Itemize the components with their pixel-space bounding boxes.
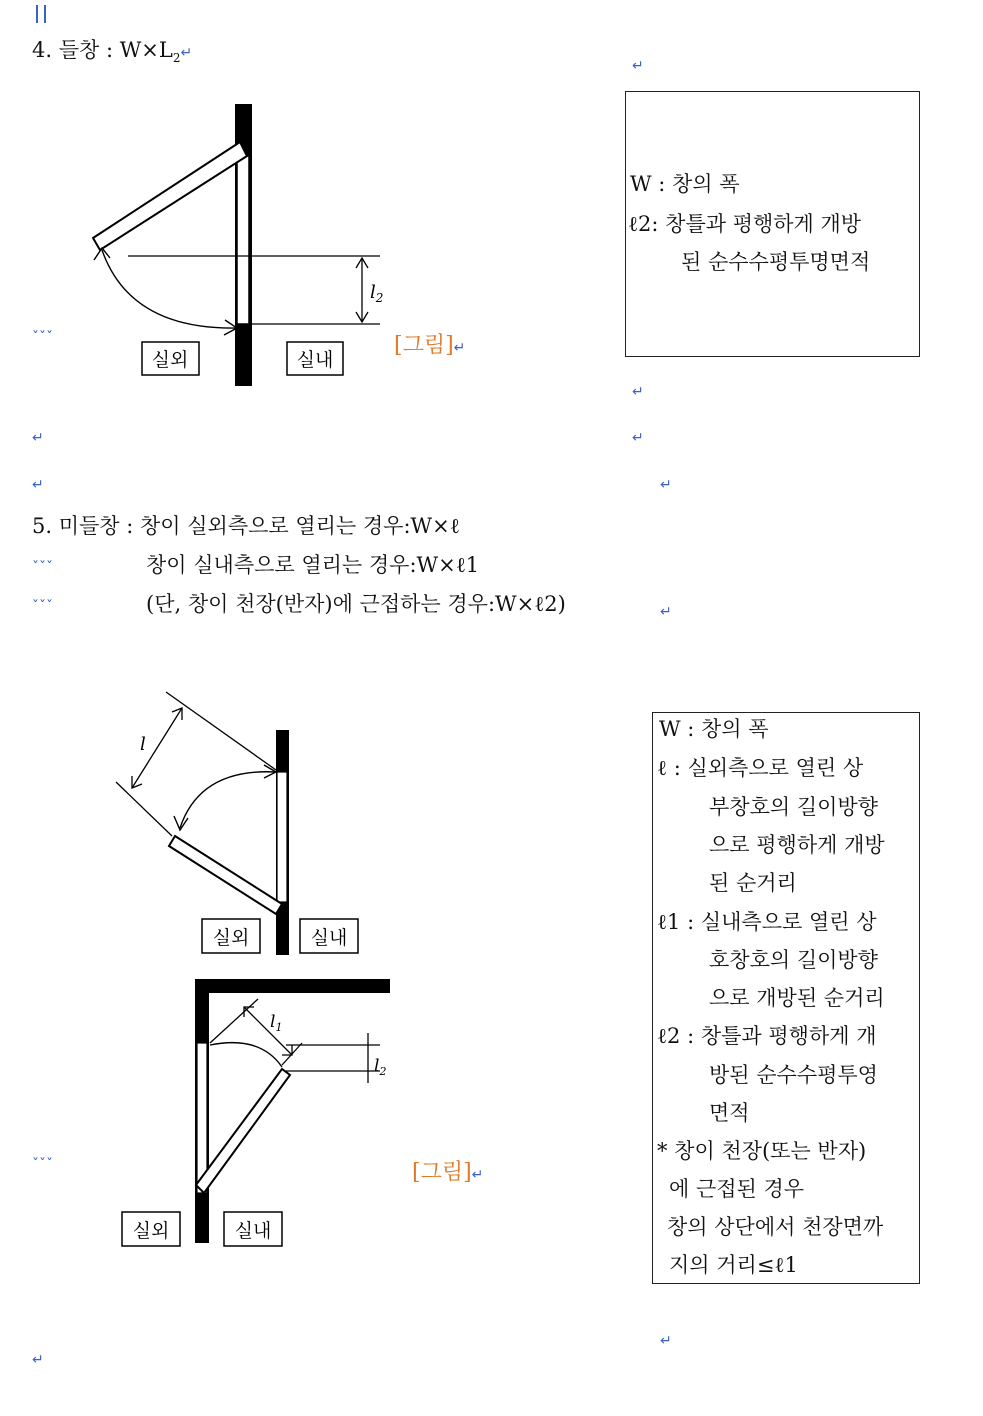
swing-arc [210,1043,282,1067]
legend-line: W : 창의 폭 [659,717,769,741]
legend-line: 면적 [709,1101,750,1125]
legend-line: 으로 평행하게 개방 [709,833,885,857]
section5-figure-caption [412,1155,483,1186]
return-mark: ↵ [660,604,672,620]
section5-line2: 창이 실내측으로 열리는 경우:W×ℓ1 [146,553,480,577]
legend-line: 호창호의 길이방향 [709,948,878,972]
section4-heading-sub: 2 [172,51,181,66]
legend-line: 방된 순수수평투영 [709,1063,878,1087]
section5-inward-window-diagram [110,975,410,1255]
swing-arc [102,250,237,328]
section4-figure-caption [394,328,465,359]
legend-line: 지의 거리≤ℓ1 [669,1253,798,1277]
figure-caption-text: [그림] [412,1160,472,1185]
space-marks: ˇˇˇ [32,1157,53,1173]
window-frame [277,772,287,902]
legend-line: ℓ2 : 창틀과 평행하게 개 [657,1024,877,1048]
section5-line1: 5. 미들창 : 창이 실외측으로 열리는 경우:W×ℓ [32,514,460,538]
space-marks: ˇˇˇ [32,330,53,346]
legend-line: ℓ2: 창틀과 평행하게 개방 [628,212,862,236]
label-outside: 실외 [132,1220,170,1242]
label-inside: 실내 [234,1220,272,1242]
return-mark: ↵ [471,1167,484,1183]
legend-line: * 창이 천장(또는 반자) [657,1139,867,1163]
return-mark: ↵ [32,430,44,446]
return-mark: ↵ [660,1333,672,1349]
section4-legend-box [625,91,920,357]
legend-line: W : 창의 폭 [630,172,740,196]
return-mark: ↵ [660,477,672,493]
legend-line: 창의 상단에서 천장면까 [667,1215,884,1239]
return-mark: ↵ [453,340,466,356]
legend-line: 된 순수수평투명면적 [681,250,871,274]
return-mark: ↵ [32,1352,44,1368]
text-cursor-icon [36,5,46,23]
open-sash [93,142,247,250]
label-inside: 실내 [296,349,334,371]
return-mark: ↵ [32,477,44,493]
legend-line: 으로 개방된 순거리 [709,986,885,1010]
label-outside: 실외 [212,927,250,949]
section5-line3: (단, 창이 천장(반자)에 근접하는 경우:W×ℓ2) [146,592,566,616]
figure-caption-text: [그림] [394,333,454,358]
return-mark: ↵ [180,45,193,61]
label-l2: $l_2$ [370,282,384,305]
section5-outward-window-diagram [100,688,390,963]
legend-line: 에 근접된 경우 [669,1177,805,1201]
legend-line: ℓ : 실외측으로 열린 상 [657,756,864,780]
section4-heading [32,40,192,64]
open-sash [169,836,282,914]
label-inside: 실내 [310,927,348,949]
space-marks: ˇˇˇ [32,560,53,576]
label-l1: $l_1$ [270,1012,283,1034]
section5-legend-box [652,712,920,1284]
legend-line: ℓ1 : 실내측으로 열린 상 [657,910,877,934]
window-frame [237,156,249,324]
window-frame [197,1043,207,1193]
label-outside: 실외 [151,349,189,371]
space-marks: ˇˇˇ [32,599,53,615]
section4-heading-text: 4. 들창 : W×L [32,38,173,62]
ceiling [195,979,390,993]
open-sash [196,1069,290,1193]
legend-line: 된 순거리 [709,871,797,895]
dim-arrow-l1 [244,1007,292,1055]
return-mark: ↵ [632,430,644,446]
label-l2: $l_2$ [374,1056,387,1078]
swing-arc [180,772,276,828]
legend-line: 부창호의 길이방향 [709,795,878,819]
section4-window-diagram [80,98,420,393]
return-mark: ↵ [632,384,644,400]
return-mark: ↵ [632,58,644,74]
label-l: l [140,734,146,755]
